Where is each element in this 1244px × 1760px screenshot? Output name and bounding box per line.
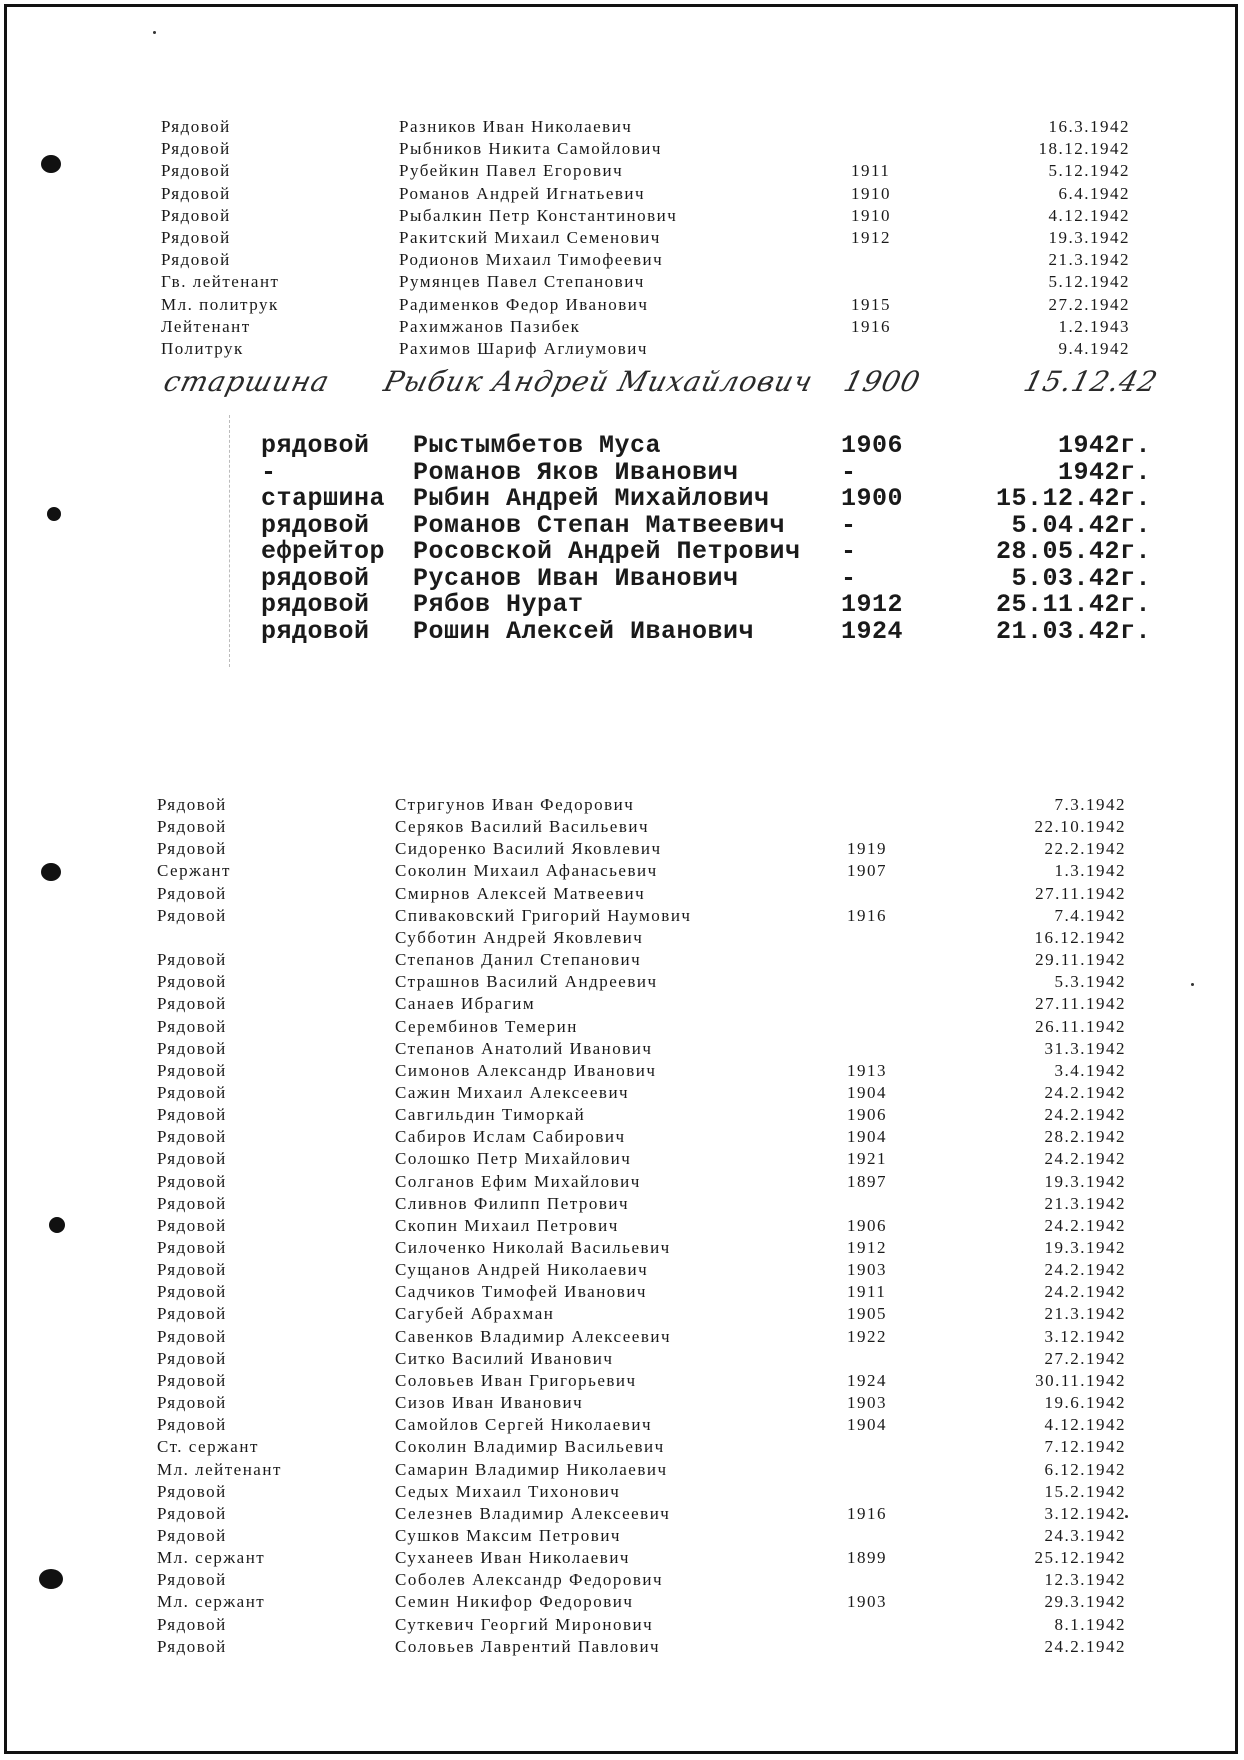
row-rank: Рядовой <box>161 139 231 159</box>
row-name: Романов Яков Иванович <box>413 457 739 487</box>
row-rank: Рядовой <box>157 1149 227 1169</box>
row-name: Соловьев Иван Григорьевич <box>395 1370 637 1390</box>
speck-mark <box>1191 983 1194 986</box>
row-name: Рыбин Андрей Михайлович <box>413 484 770 513</box>
typewritten-list <box>261 431 1151 661</box>
row-name: Рыбалкин Петр Константинович <box>399 205 678 225</box>
row-rank: ефрейтор <box>261 537 386 566</box>
row-name: Рахимов Шариф Аглиумович <box>399 339 648 358</box>
row-year: 1897 <box>847 1171 887 1191</box>
row-name: Сидоренко Василий Яковлевич <box>395 839 662 859</box>
row-year: 1915 <box>851 294 891 314</box>
punch-hole-mark <box>49 1217 65 1233</box>
handwritten-entry <box>157 365 1162 411</box>
row-rank: Рядовой <box>161 183 231 203</box>
row-rank: рядовой <box>261 616 370 646</box>
row-date: 30.11.1942 <box>1035 1370 1126 1390</box>
row-date: 24.2.1942 <box>1044 1260 1126 1280</box>
row-name: Соколин Михаил Афанасьевич <box>395 861 658 881</box>
row-date: 6.12.1942 <box>1044 1459 1126 1479</box>
row-name: Рыбников Никита Самойлович <box>399 139 662 159</box>
row-year: 1904 <box>847 1127 887 1147</box>
row-year: 1906 <box>841 431 904 460</box>
row-name: Самарин Владимир Николаевич <box>395 1459 668 1479</box>
row-name: Селезнев Владимир Алексеевич <box>395 1503 671 1523</box>
row-year: 1922 <box>847 1326 887 1346</box>
row-name: Ракитский Михаил Семенович <box>399 228 661 247</box>
row-date: 4.12.1942 <box>1048 205 1130 225</box>
row-name: Сушков Максим Петрович <box>395 1525 621 1545</box>
row-name: Солошко Петр Михайлович <box>395 1149 632 1169</box>
row-date: 24.2.1942 <box>1044 1215 1126 1235</box>
row-date: 29.11.1942 <box>1035 950 1126 970</box>
document-page <box>4 4 1238 1754</box>
row-name: Разников Иван Николаевич <box>399 117 633 136</box>
row-name: Сажин Михаил Алексеевич <box>395 1082 630 1102</box>
row-rank: Мл. сержант <box>157 1548 266 1568</box>
bottom-printed-list <box>157 795 1157 1675</box>
row-date: 28.05.42г. <box>995 537 1151 566</box>
row-date: 29.3.1942 <box>1044 1592 1126 1612</box>
row-date: 4.12.1942 <box>1044 1415 1126 1435</box>
row-year: 1906 <box>847 1215 887 1235</box>
row-rank: Мл. сержант <box>157 1592 266 1612</box>
row-year: 1913 <box>847 1060 887 1080</box>
row-name: Страшнов Василий Андреевич <box>395 972 658 992</box>
row-date: 8.1.1942 <box>1054 1614 1126 1634</box>
row-name: Рябов Нурат <box>413 590 584 619</box>
row-name: Савенков Владимир Алексеевич <box>395 1326 672 1346</box>
row-year: 1924 <box>841 616 904 646</box>
row-rank: Рядовой <box>157 1326 227 1346</box>
row-rank: рядовой <box>261 590 370 619</box>
row-name: Суханеев Иван Николаевич <box>395 1548 630 1568</box>
row-date: 19.3.1942 <box>1044 1238 1126 1257</box>
row-year: 1912 <box>847 1238 887 1257</box>
row-name: Субботин Андрей Яковлевич <box>395 927 644 947</box>
row-date: 5.03.42г. <box>1011 563 1151 593</box>
row-name: Смирнов Алексей Матвеевич <box>395 883 646 903</box>
row-rank: Гв. лейтенант <box>161 272 280 292</box>
row-date: 3.12.1942 <box>1044 1503 1126 1523</box>
row-date: 21.3.1942 <box>1044 1304 1126 1324</box>
row-date: 12.3.1942 <box>1044 1570 1126 1590</box>
row-name: Сущанов Андрей Николаевич <box>395 1260 649 1280</box>
row-year: 1921 <box>847 1149 887 1169</box>
row-year: 1924 <box>847 1370 887 1390</box>
row-date: 25.12.1942 <box>1034 1548 1126 1568</box>
row-name: Сливнов Филипп Петрович <box>395 1193 630 1213</box>
row-name: Ситко Василий Иванович <box>395 1348 614 1368</box>
row-name: Скопин Михаил Петрович <box>395 1215 619 1235</box>
row-rank: Рядовой <box>157 1016 227 1036</box>
row-year: 1911 <box>847 1282 887 1302</box>
row-rank: Рядовой <box>157 1370 227 1390</box>
row-year: - <box>841 510 857 540</box>
row-date: 1.3.1942 <box>1054 861 1126 881</box>
row-rank: Рядовой <box>157 883 227 903</box>
row-rank: Мл. лейтенант <box>157 1459 282 1479</box>
row-name: Седых Михаил Тихонович <box>395 1481 621 1501</box>
row-rank: Рядовой <box>157 1415 227 1435</box>
row-date: 7.12.1942 <box>1044 1437 1126 1457</box>
row-rank: Рядовой <box>157 1082 227 1102</box>
punch-hole-mark <box>39 1569 63 1589</box>
row-year: 1904 <box>847 1082 887 1102</box>
row-name: Сизов Иван Иванович <box>395 1393 584 1413</box>
row-date: 5.3.1942 <box>1054 972 1126 992</box>
handwritten-name: Рыбик Андрей Михайлович <box>380 365 817 398</box>
row-name: Соколин Владимир Васильевич <box>395 1437 665 1457</box>
row-date: 27.2.1942 <box>1048 294 1130 314</box>
row-name: Семин Никифор Федорович <box>395 1592 634 1612</box>
row-date: 7.3.1942 <box>1054 795 1126 814</box>
row-name: Рахимжанов Пазибек <box>399 316 581 336</box>
row-rank: Сержант <box>157 861 231 881</box>
row-date: 22.2.1942 <box>1044 839 1126 859</box>
row-date: 27.2.1942 <box>1044 1348 1126 1368</box>
speck-mark <box>153 31 156 34</box>
row-date: 7.4.1942 <box>1054 905 1126 925</box>
row-name: Стригунов Иван Федорович <box>395 795 635 814</box>
row-date: 19.3.1942 <box>1048 228 1130 247</box>
row-date: 21.03.42г. <box>995 616 1151 646</box>
row-rank: рядовой <box>261 563 370 593</box>
handwritten-year: 1900 <box>840 365 925 398</box>
row-rank: Рядовой <box>157 1525 227 1545</box>
row-date: 21.3.1942 <box>1044 1193 1126 1213</box>
handwritten-date: 15.12.42 <box>1020 365 1162 398</box>
row-rank: старшина <box>261 484 386 513</box>
row-date: 28.2.1942 <box>1044 1127 1126 1147</box>
row-rank: рядовой <box>261 431 370 460</box>
row-name: Родионов Михаил Тимофеевич <box>399 250 664 270</box>
row-year: 1900 <box>841 484 904 513</box>
row-rank: Рядовой <box>157 1171 227 1191</box>
row-date: 19.3.1942 <box>1044 1171 1126 1191</box>
row-year: 1910 <box>851 183 891 203</box>
row-name: Спиваковский Григорий Наумович <box>395 905 692 925</box>
row-rank: Рядовой <box>157 1238 227 1257</box>
row-rank: Лейтенант <box>161 316 251 336</box>
punch-hole-mark <box>41 863 61 881</box>
row-name: Рошин Алексей Иванович <box>413 616 755 646</box>
row-rank: Рядовой <box>157 817 227 837</box>
row-rank: Мл. политрук <box>161 294 279 314</box>
row-year: 1899 <box>847 1548 887 1568</box>
row-rank: Рядовой <box>157 1614 227 1634</box>
row-date: 1942г. <box>1057 431 1151 460</box>
row-year: - <box>841 537 857 566</box>
row-name: Серембинов Темерин <box>395 1016 578 1036</box>
row-date: 5.12.1942 <box>1048 161 1130 181</box>
row-year: 1903 <box>847 1592 887 1612</box>
row-name: Романов Андрей Игнатьевич <box>399 183 646 203</box>
row-name: Силоченко Николай Васильевич <box>395 1238 671 1257</box>
row-rank: Рядовой <box>157 1393 227 1413</box>
row-year: 1905 <box>847 1304 887 1324</box>
row-rank: Рядовой <box>161 205 231 225</box>
row-rank: Рядовой <box>157 1282 227 1302</box>
row-rank: Рядовой <box>157 1481 227 1501</box>
row-rank: Рядовой <box>157 1038 227 1058</box>
top-printed-list <box>161 117 1161 367</box>
row-rank: Рядовой <box>157 1215 227 1235</box>
row-name: Рыстымбетов Муса <box>413 431 662 460</box>
row-date: 15.2.1942 <box>1044 1481 1126 1501</box>
row-rank: Рядовой <box>157 1105 227 1125</box>
row-year: 1907 <box>847 861 887 881</box>
row-date: 21.3.1942 <box>1048 250 1130 270</box>
row-name: Савгильдин Тиморкай <box>395 1105 586 1125</box>
row-rank: - <box>261 457 277 487</box>
row-date: 16.12.1942 <box>1034 927 1126 947</box>
row-date: 1.2.1943 <box>1058 316 1130 336</box>
row-rank: Рядовой <box>157 1060 227 1080</box>
row-name: Русанов Иван Иванович <box>413 563 739 593</box>
row-rank: Рядовой <box>161 161 231 181</box>
row-date: 24.3.1942 <box>1044 1525 1126 1545</box>
row-date: 9.4.1942 <box>1058 339 1130 358</box>
row-date: 19.6.1942 <box>1044 1393 1126 1413</box>
row-year: - <box>841 457 857 487</box>
row-year: 1916 <box>847 1503 887 1523</box>
row-date: 5.04.42г. <box>1011 510 1151 540</box>
row-date: 3.12.1942 <box>1044 1326 1126 1346</box>
row-name: Радименков Федор Иванович <box>399 294 649 314</box>
row-name: Соболев Александр Федорович <box>395 1570 664 1590</box>
row-year: 1903 <box>847 1260 887 1280</box>
row-date: 15.12.42г. <box>995 484 1151 513</box>
row-rank: рядовой <box>261 510 370 540</box>
row-year: 1912 <box>851 228 891 247</box>
row-rank: Рядовой <box>157 1193 227 1213</box>
row-rank: Рядовой <box>157 1348 227 1368</box>
punch-hole-mark <box>47 507 61 521</box>
row-year: 1906 <box>847 1105 887 1125</box>
row-name: Садчиков Тимофей Иванович <box>395 1282 647 1302</box>
row-name: Самойлов Сергей Николаевич <box>395 1415 653 1435</box>
row-rank: Рядовой <box>161 228 231 247</box>
row-date: 24.2.1942 <box>1044 1636 1126 1656</box>
row-rank: Ст. сержант <box>157 1437 259 1457</box>
row-date: 16.3.1942 <box>1048 117 1130 136</box>
row-rank: Рядовой <box>157 1127 227 1147</box>
row-name: Сагубей Абрахман <box>395 1304 555 1324</box>
row-rank: Рядовой <box>157 839 227 859</box>
row-rank: Рядовой <box>157 994 227 1014</box>
row-date: 6.4.1942 <box>1058 183 1130 203</box>
row-rank: Рядовой <box>157 1304 227 1324</box>
row-rank: Рядовой <box>157 950 227 970</box>
row-rank: Рядовой <box>157 1260 227 1280</box>
row-year: 1916 <box>851 316 891 336</box>
row-name: Соловьев Лаврентий Павлович <box>395 1636 661 1656</box>
row-date: 24.2.1942 <box>1044 1082 1126 1102</box>
row-date: 31.3.1942 <box>1044 1038 1126 1058</box>
row-rank: Политрук <box>161 339 244 358</box>
row-name: Симонов Александр Иванович <box>395 1060 657 1080</box>
row-date: 24.2.1942 <box>1044 1149 1126 1169</box>
row-name: Росовской Андрей Петрович <box>413 537 801 566</box>
row-name: Суткевич Георгий Миронович <box>395 1614 654 1634</box>
row-date: 18.12.1942 <box>1038 139 1130 159</box>
row-name: Сабиров Ислам Сабирович <box>395 1127 626 1147</box>
row-name: Степанов Данил Степанович <box>395 950 642 970</box>
row-date: 24.2.1942 <box>1044 1282 1126 1302</box>
row-date: 24.2.1942 <box>1044 1105 1126 1125</box>
row-date: 22.10.1942 <box>1034 817 1126 837</box>
row-year: 1910 <box>851 205 891 225</box>
row-date: 1942г. <box>1057 457 1151 487</box>
row-rank: Рядовой <box>157 1503 227 1523</box>
row-rank: Рядовой <box>161 250 231 270</box>
row-year: 1919 <box>847 839 887 859</box>
row-date: 5.12.1942 <box>1048 272 1130 292</box>
row-date: 27.11.1942 <box>1035 883 1126 903</box>
row-rank: Рядовой <box>157 972 227 992</box>
row-date: 27.11.1942 <box>1035 994 1126 1014</box>
row-name: Румянцев Павел Степанович <box>399 272 645 292</box>
row-date: 25.11.42г. <box>995 590 1151 619</box>
row-name: Солганов Ефим Михайлович <box>395 1171 641 1191</box>
row-rank: Рядовой <box>157 795 227 814</box>
row-year: 1903 <box>847 1393 887 1413</box>
row-rank: Рядовой <box>157 1636 227 1656</box>
row-rank: Рядовой <box>157 1570 227 1590</box>
row-rank: Рядовой <box>157 905 227 925</box>
row-year: 1904 <box>847 1415 887 1435</box>
row-name: Степанов Анатолий Иванович <box>395 1038 653 1058</box>
handwritten-rank: старшина <box>160 365 334 398</box>
row-year: - <box>841 563 857 593</box>
row-year: 1916 <box>847 905 887 925</box>
row-date: 26.11.1942 <box>1035 1016 1126 1036</box>
punch-hole-mark <box>41 155 61 173</box>
row-name: Серяков Василий Васильевич <box>395 817 650 837</box>
row-date: 3.4.1942 <box>1054 1060 1126 1080</box>
row-year: 1912 <box>841 590 904 619</box>
row-year: 1911 <box>851 161 891 181</box>
row-name: Романов Степан Матвеевич <box>413 510 786 540</box>
row-name: Санаев Ибрагим <box>395 994 536 1014</box>
row-name: Рубейкин Павел Егорович <box>399 161 624 181</box>
row-rank: Рядовой <box>161 117 231 136</box>
